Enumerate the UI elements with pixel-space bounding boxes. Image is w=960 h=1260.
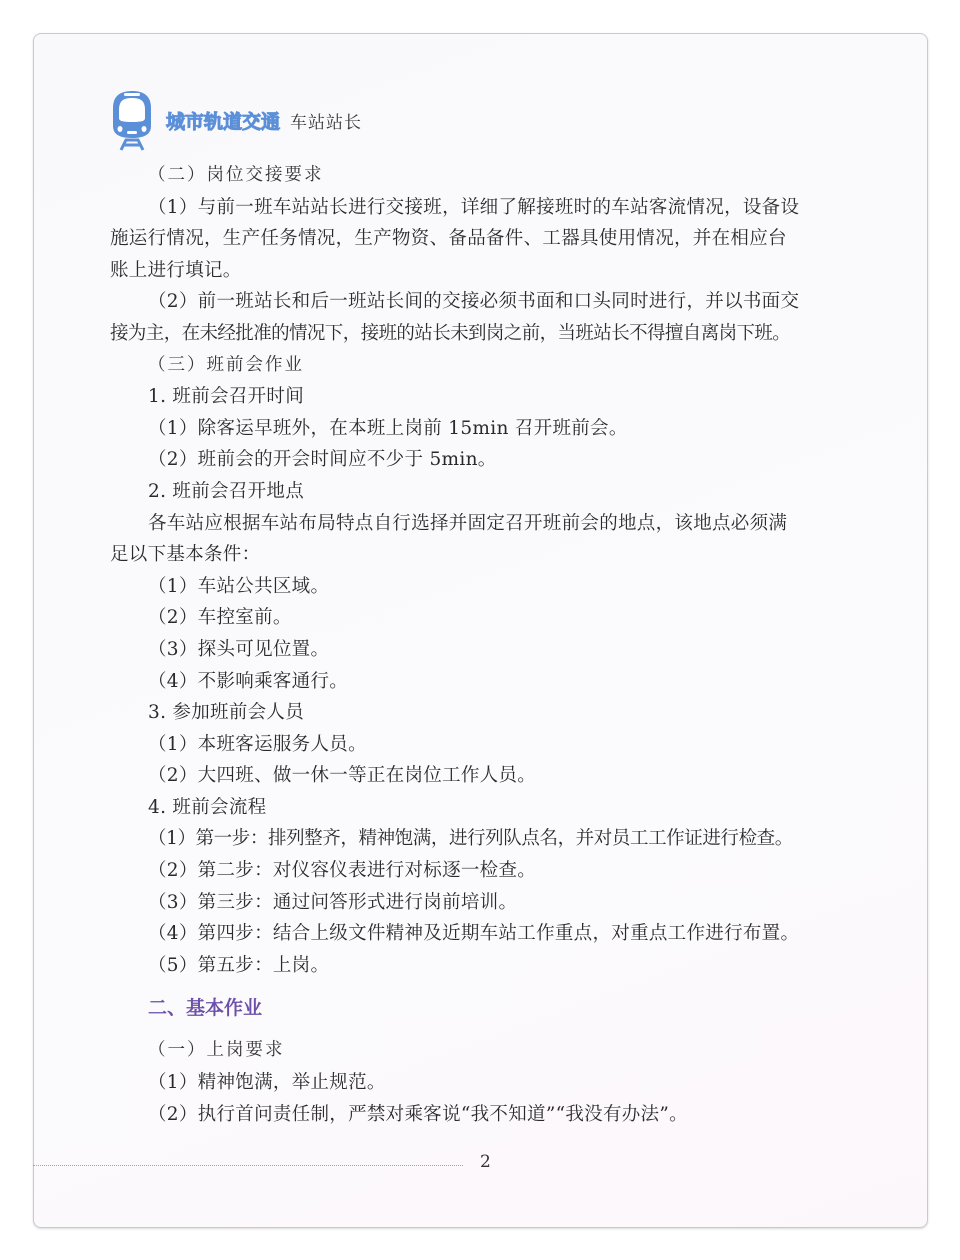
paragraph-line: 账上进行填记。: [110, 259, 242, 281]
list-item: （1）本班客运服务人员。: [148, 733, 367, 755]
paragraph-line: 足以下基本条件：: [110, 544, 261, 566]
section-title: 二、基本作业: [148, 997, 263, 1020]
list-item: （1）第一步：排列整齐，精神饱满，进行列队点名，并对员工工作证进行检查。: [148, 828, 793, 850]
paragraph-line: 接为主，在未经批准的情况下，接班的站长未到岗之前，当班站长不得擅自离岗下班。: [110, 322, 791, 344]
list-item: （3）探头可见位置。: [148, 638, 330, 660]
list-item: （2）执行首问责任制，严禁对乘客说“我不知道”“我没有办法”。: [148, 1103, 688, 1125]
page-number: 2: [480, 1152, 491, 1172]
list-item: （2）车控室前。: [148, 607, 292, 629]
list-item: （4）不影响乘客通行。: [148, 670, 349, 692]
list-item: （5）第五步：上岗。: [148, 954, 330, 976]
numbered-heading: 1. 班前会召开时间: [148, 386, 305, 408]
book-title: 车站站长: [290, 112, 363, 133]
list-item: （4）第四步：结合上级文件精神及近期车站工作重点，对重点工作进行布置。: [148, 923, 800, 945]
list-item: （1）精神饱满，举止规范。: [148, 1072, 386, 1094]
list-item: （1）车站公共区域。: [148, 575, 330, 597]
footer-rule: [33, 1165, 463, 1166]
paragraph-line: 各车站应根据车站布局特点自行选择并固定召开班前会的地点，该地点必须满: [148, 512, 788, 534]
subsection-heading: （二）岗位交接要求: [148, 165, 324, 185]
list-item: （1）除客运早班外，在本班上岗前 15min 召开班前会。: [148, 417, 628, 439]
numbered-heading: 3. 参加班前会人员: [148, 702, 305, 724]
list-item: （2）班前会的开会时间应不少于 5min。: [148, 449, 497, 471]
paragraph-line: 施运行情况，生产任务情况，生产物资、备品备件、工器具使用情况，并在相应台: [110, 228, 787, 250]
subsection-heading: （三）班前会作业: [148, 354, 304, 375]
numbered-heading: 4. 班前会流程: [148, 796, 267, 818]
series-title: 城市轨道交通: [166, 110, 281, 133]
train-icon: [108, 88, 156, 152]
list-item: （2）大四班、做一休一等正在岗位工作人员。: [148, 765, 537, 787]
paragraph-line: （1）与前一班车站站长进行交接班，详细了解接班时的车站客流情况，设备设: [148, 196, 800, 218]
numbered-heading: 2. 班前会召开地点: [148, 480, 305, 502]
list-item: （2）第二步：对仪容仪表进行对标逐一检查。: [148, 860, 537, 882]
page-body: [110, 160, 870, 1130]
subsection-heading: （一）上岗要求: [148, 1040, 285, 1061]
running-header: [108, 88, 362, 152]
paragraph-line: （2）前一班站长和后一班站长间的交接必须书面和口头同时进行，并以书面交: [148, 291, 800, 313]
list-item: （3）第三步：通过问答形式进行岗前培训。: [148, 891, 518, 913]
